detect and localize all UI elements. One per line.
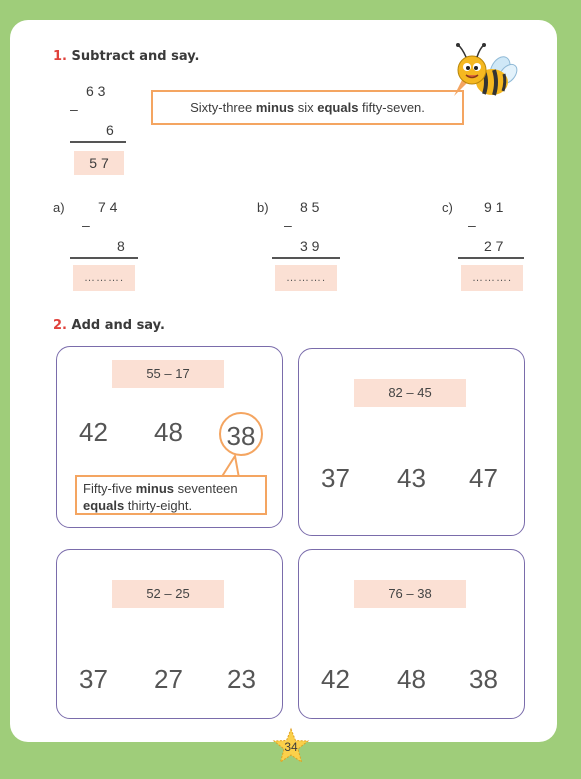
speech-equals: equals [317, 100, 359, 115]
box-4-option-2[interactable]: 48 [397, 664, 426, 694]
option-box-2 [298, 348, 525, 536]
box-2-expression: 82 – 45 [354, 379, 466, 407]
box-1-speech-1: Fifty-five [83, 481, 136, 496]
problem-b-top: 8 5 [300, 199, 320, 215]
problem-b-label: b) [257, 200, 269, 215]
box-2-option-2[interactable]: 43 [397, 463, 426, 493]
problem-c-answer[interactable]: ………. [461, 265, 523, 291]
speech-text-3: fifty-seven. [358, 100, 425, 115]
box-1-speech-minus: minus [135, 481, 175, 496]
option-box-4 [298, 549, 525, 719]
example-top-number: 6 3 [86, 83, 106, 99]
section-1-number: 1. [53, 49, 67, 64]
problem-b-minus: – [284, 217, 292, 233]
box-4-expression: 76 – 38 [354, 580, 466, 608]
box-3-expression: 52 – 25 [112, 580, 224, 608]
box-2-option-3[interactable]: 47 [469, 463, 498, 493]
problem-a-minus: – [82, 217, 90, 233]
section-2-number: 2. [53, 318, 67, 333]
section-2-title: Add and say. [71, 318, 165, 333]
box-3-option-3[interactable]: 23 [227, 664, 256, 694]
box-1-speech-equals: equals [83, 498, 125, 513]
problem-c-bottom: 2 7 [484, 238, 504, 254]
problem-c-line [458, 257, 524, 259]
speech-minus: minus [255, 100, 295, 115]
speech-text-1: Sixty-three [190, 100, 256, 115]
section-1-title: Subtract and say. [71, 49, 200, 64]
problem-a-bottom: 8 [117, 238, 125, 254]
bee-icon [444, 40, 522, 102]
box-3-option-1[interactable]: 37 [79, 664, 108, 694]
box-3-option-2[interactable]: 27 [154, 664, 183, 694]
example-speech-bubble [151, 90, 464, 125]
example-line [70, 141, 126, 143]
section-2-heading [53, 318, 165, 333]
problem-b-bottom: 3 9 [300, 238, 320, 254]
box-1-option-2[interactable]: 48 [154, 417, 183, 447]
option-box-1 [56, 346, 283, 528]
example-answer: 5 7 [74, 151, 124, 175]
example-bottom-number: 6 [106, 122, 114, 138]
box-1-option-3-circled[interactable]: 38 [219, 412, 263, 456]
box-1-option-1[interactable]: 42 [79, 417, 108, 447]
box-1-speech-2: seventeen [174, 481, 238, 496]
example-minus-sign: – [70, 101, 78, 117]
speech-text-2: six [294, 100, 318, 115]
problem-b-line [272, 257, 340, 259]
box-4-option-3[interactable]: 38 [469, 664, 498, 694]
box-1-speech-bubble [75, 475, 267, 515]
page-number: 34 [284, 740, 298, 754]
problem-c-minus: – [468, 217, 476, 233]
section-1-heading [53, 49, 199, 64]
problem-a-label: a) [53, 200, 65, 215]
problem-c-label: c) [442, 200, 453, 215]
problem-a-answer[interactable]: ………. [73, 265, 135, 291]
problem-c-top: 9 1 [484, 199, 504, 215]
box-1-speech-3: thirty-eight. [124, 498, 193, 513]
box-1-expression: 55 – 17 [112, 360, 224, 388]
option-box-3 [56, 549, 283, 719]
problem-a-top: 7 4 [98, 199, 118, 215]
problem-b-answer[interactable]: ………. [275, 265, 337, 291]
problem-a-line [70, 257, 138, 259]
worksheet-page [10, 20, 557, 742]
box-2-option-1[interactable]: 37 [321, 463, 350, 493]
box-4-option-1[interactable]: 42 [321, 664, 350, 694]
